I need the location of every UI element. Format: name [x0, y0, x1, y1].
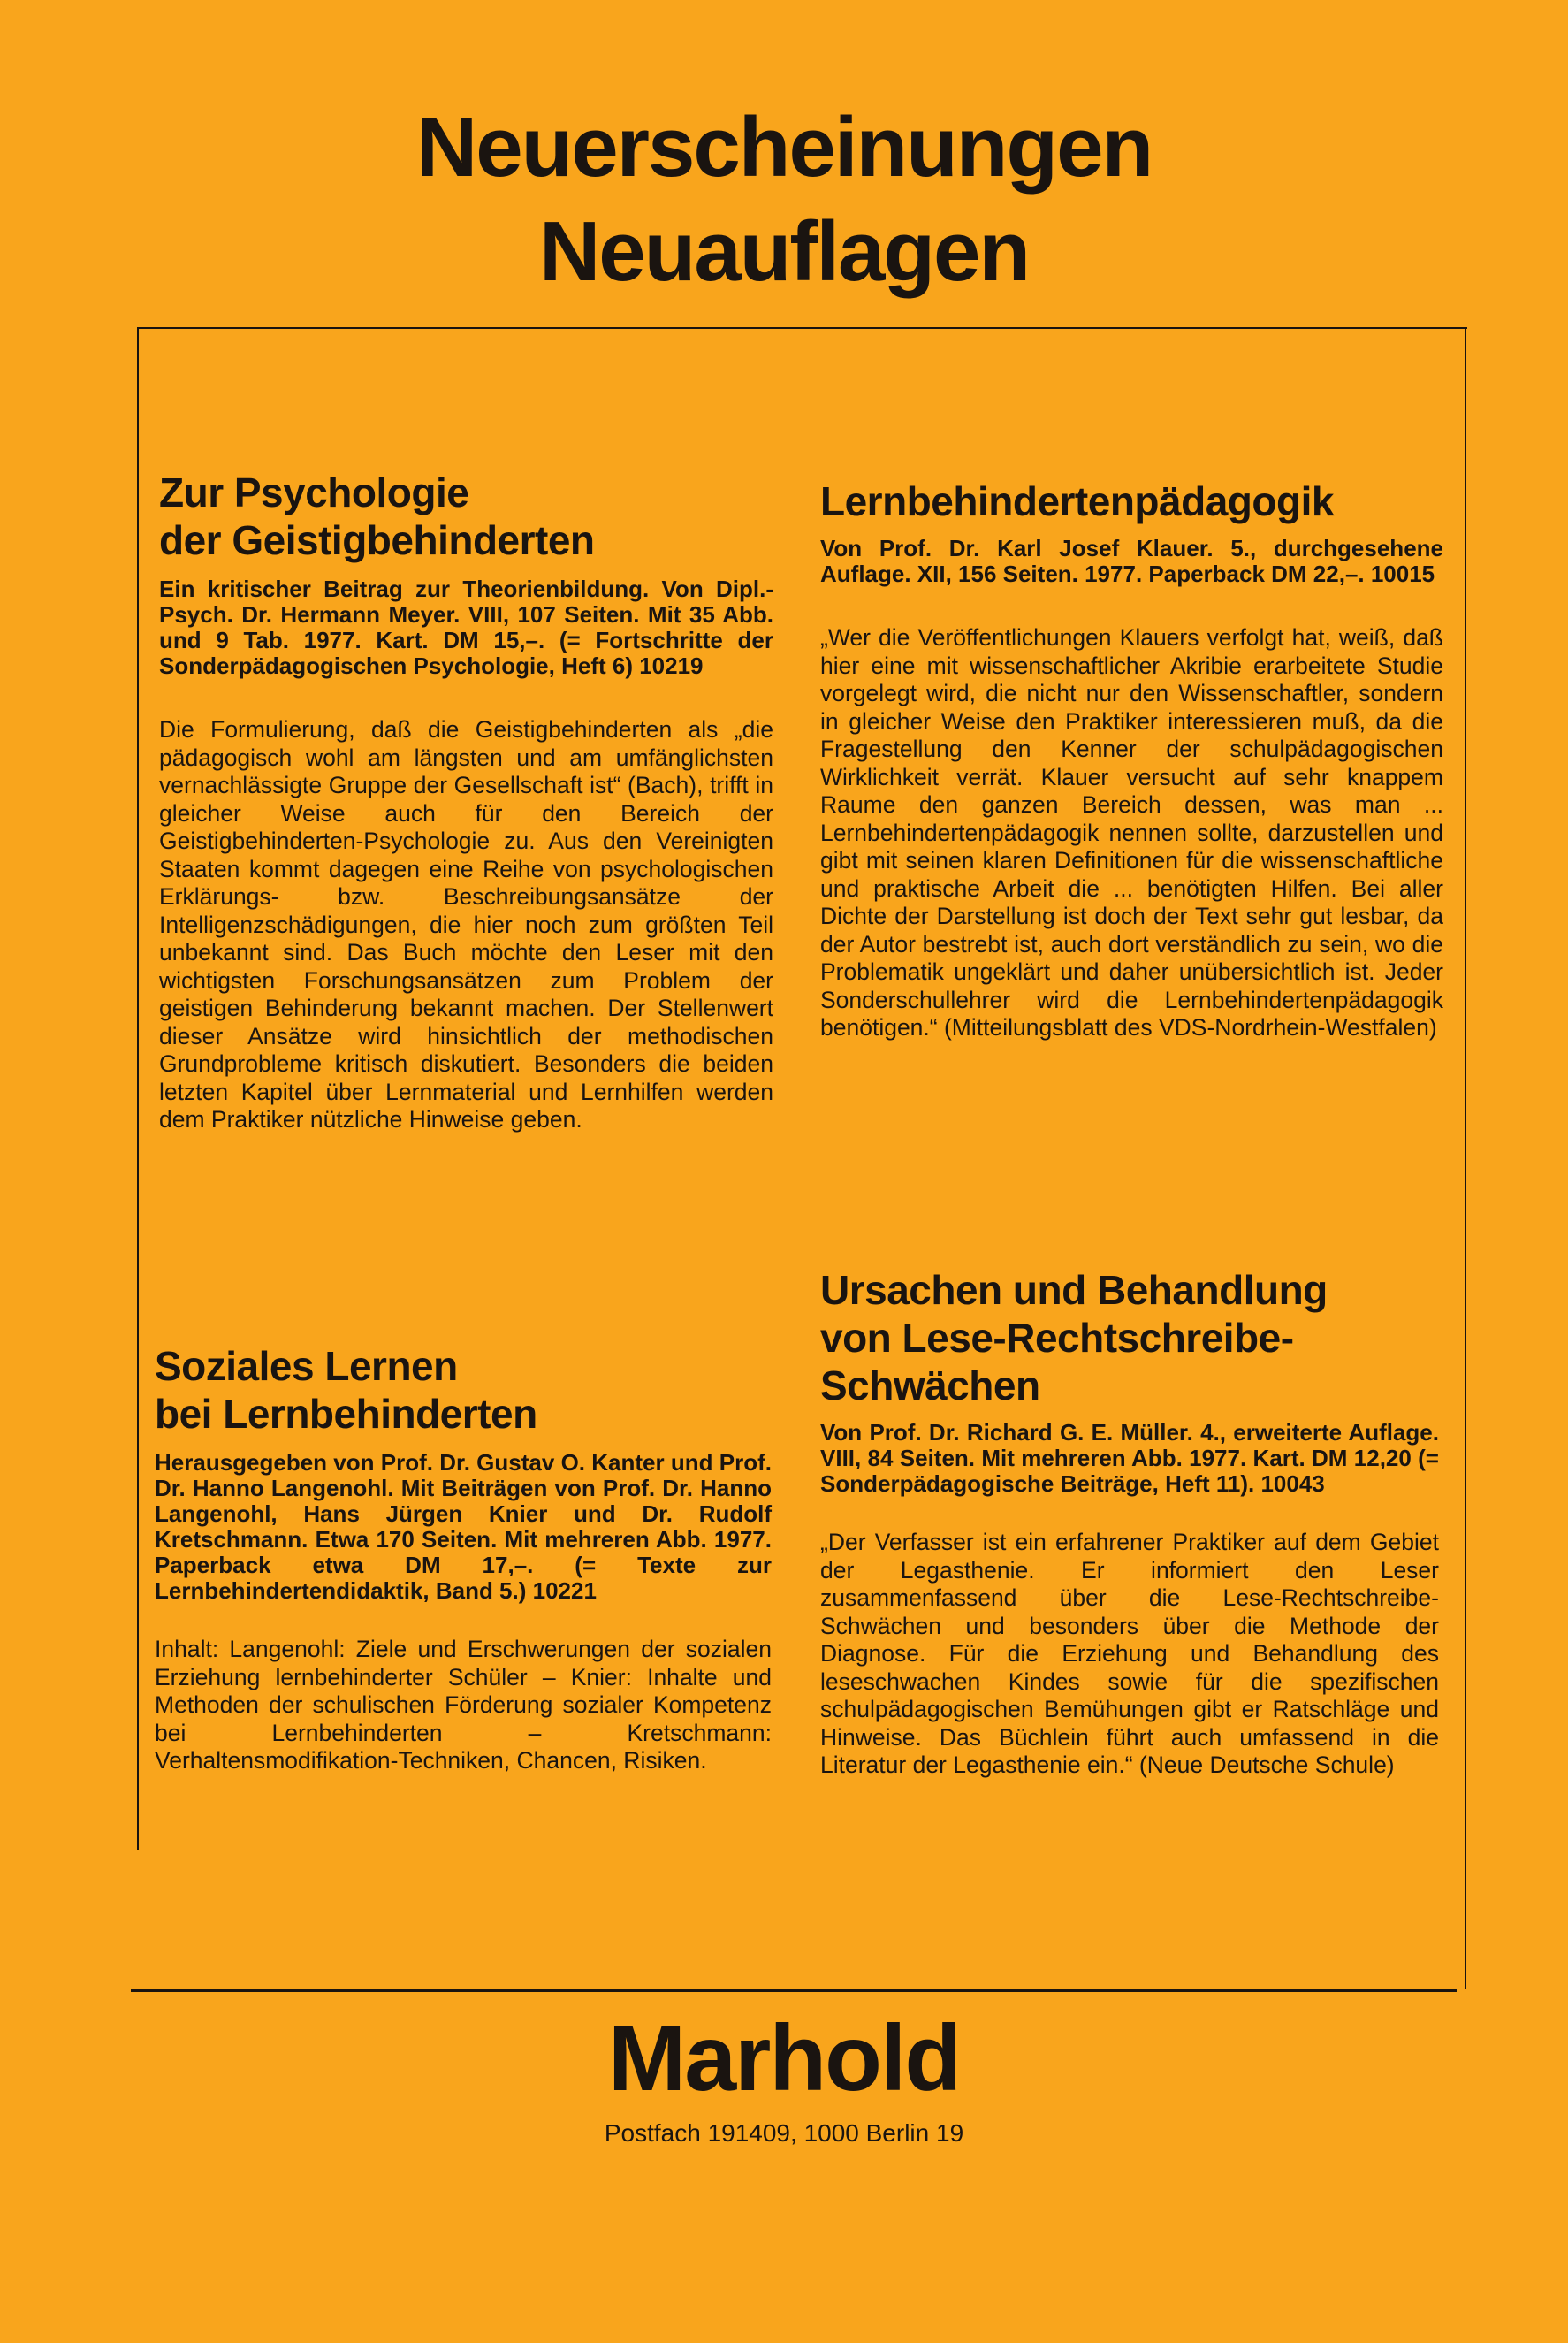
article-meta: Von Prof. Dr. Karl Josef Klauer. 5., durchgesehene Auflage. XII, 156 Seiten. 1977. Paperback DM 22,–. 10015: [820, 535, 1443, 587]
article-title-line-1: Ursachen und Behandlung: [820, 1267, 1328, 1313]
article-soziales-lernen: [155, 1342, 772, 1775]
article-title: [155, 1342, 772, 1438]
article-title: [820, 1266, 1439, 1409]
right-frame-line: [1465, 329, 1466, 1989]
article-title-line-2: der Geistigbehinderten: [159, 517, 595, 563]
left-frame-line: [137, 329, 139, 1850]
article-body: „Der Verfasser ist ein erfahrener Praktiker auf dem Gebiet der Legasthenie. Er informiert den Leser zusammenfassend über die Lese-Rechtschreibe-Schwächen und besonders über die Methode der Diagnose. Für die Erziehung und Behandlung des leseschwachen Kindes sowie für die spezifischen schulpädagogischen Bemühungen gibt er Ratschläge und Hinweise. Das Büchlein führt auch umfassend in die Literatur der Legasthenie ein.“ (Neue Deutsche Schule): [820, 1529, 1439, 1778]
article-title-line-3: Schwächen: [820, 1362, 1040, 1408]
top-rule: [137, 327, 1467, 329]
article-title: [820, 477, 1443, 525]
article-title-line-2: bei Lernbehinderten: [155, 1391, 537, 1437]
page-title-line-1: Neuerscheinungen: [415, 100, 1153, 195]
article-lernbehindertenpaedagogik: [820, 477, 1443, 1042]
article-zur-psychologie: [159, 469, 773, 1134]
article-title-line-2: von Lese-Rechtschreibe-: [820, 1315, 1294, 1361]
article-ursachen-und-behandlung: [820, 1266, 1439, 1780]
page-title-line-2: Neuauflagen: [538, 204, 1030, 299]
article-title-line-1: Zur Psychologie: [159, 469, 469, 515]
publisher-name: Marhold: [607, 2006, 961, 2110]
article-body: Inhalt: Langenohl: Ziele und Erschwerungen der sozialen Erziehung lernbehinderter Schüler – Knier: Inhalte und Methoden der schulischen Förderung sozialer Kompetenz bei Lernbehinderten – Kretschmann: Verhaltensmodifikation-Techniken, Chancen, Risiken.: [155, 1636, 772, 1774]
article-body: „Wer die Veröffentlichungen Klauers verfolgt hat, weiß, daß hier eine mit wissenschaftlicher Akribie erarbeitete Studie vorgelegt wird, die nicht nur den Wissenschaftler, sondern in gleicher Weise den Praktiker interessieren muß, da die Fragestellung den Kenner der schulpädagogischen Wirklichkeit verrät. Klauer versucht auf sehr knappem Raume den ganzen Bereich dessen, was man ... Lernbehindertenpädagogik nennen sollte, darzustellen und gibt mit seinen klaren Definitionen für die wissenschaftliche und praktische Arbeit die ... benötigten Hilfen. Bei aller Dichte der Darstellung ist doch der Text sehr gut lesbar, da der Autor bestrebt ist, auch dort verständlich zu sein, wo die Problematik ungeklärt und daher unübersichtlich ist. Jeder Sonderschullehrer wird die Lernbehindertenpädagogik benötigen.“ (Mitteilungsblatt des VDS-Nordrhein-Westfalen): [820, 624, 1443, 1041]
article-title-line-1: Soziales Lernen: [155, 1343, 458, 1389]
article-meta: Ein kritischer Beitrag zur Theorienbildung. Von Dipl.-Psych. Dr. Hermann Meyer. VIII, 107 Seiten. Mit 35 Abb. und 9 Tab. 1977. Kart. DM 15,–. (= Fortschritte der Sonderpädagogischen Psychologie, Heft 6) 10219: [159, 576, 773, 679]
article-body: Die Formulierung, daß die Geistigbehinderten als „die pädagogisch wohl am längsten und am umfänglichsten vernachlässigte Gruppe der Gesellschaft ist“ (Bach), trifft in gleicher Weise auch für den Bereich der Geistigbehinderten-Psychologie zu. Aus den Vereinigten Staaten kommt dagegen eine Reihe von psychologischen Erklärungs- bzw. Beschreibungsansätze der Intelligenzschädigungen, die hier noch zum größten Teil unbekannt sind. Das Buch möchte den Leser mit den wichtigsten Forschungsansätzen zum Problem der geistigen Behinderung bekannt machen. Der Stellenwert dieser Ansätze wird hinsichtlich der methodischen Grundprobleme kritisch diskutiert. Besonders die beiden letzten Kapitel über Lernmaterial und Lernhilfen werden dem Praktiker nützliche Hinweise geben.: [159, 716, 773, 1133]
article-meta: Herausgegeben von Prof. Dr. Gustav O. Kanter und Prof. Dr. Hanno Langenohl. Mit Beiträgen von Prof. Dr. Hanno Langenohl, Hans Jürgen Knier und Dr. Rudolf Kretschmann. Etwa 170 Seiten. Mit mehreren Abb. 1977. Paperback etwa DM 17,–. (= Texte zur Lernbehindertendidaktik, Band 5.) 10221: [155, 1449, 772, 1604]
article-title-line-1: Lernbehindertenpädagogik: [820, 478, 1334, 524]
publisher-address: Postfach 191409, 1000 Berlin 19: [604, 2119, 964, 2147]
article-title: [159, 469, 773, 564]
bottom-rule: [131, 1989, 1457, 1992]
article-meta: Von Prof. Dr. Richard G. E. Müller. 4., erweiterte Auflage. VIII, 84 Seiten. Mit mehreren Abb. 1977. Kart. DM 12,20 (= Sonderpädagogische Beiträge, Heft 11). 10043: [820, 1419, 1439, 1497]
